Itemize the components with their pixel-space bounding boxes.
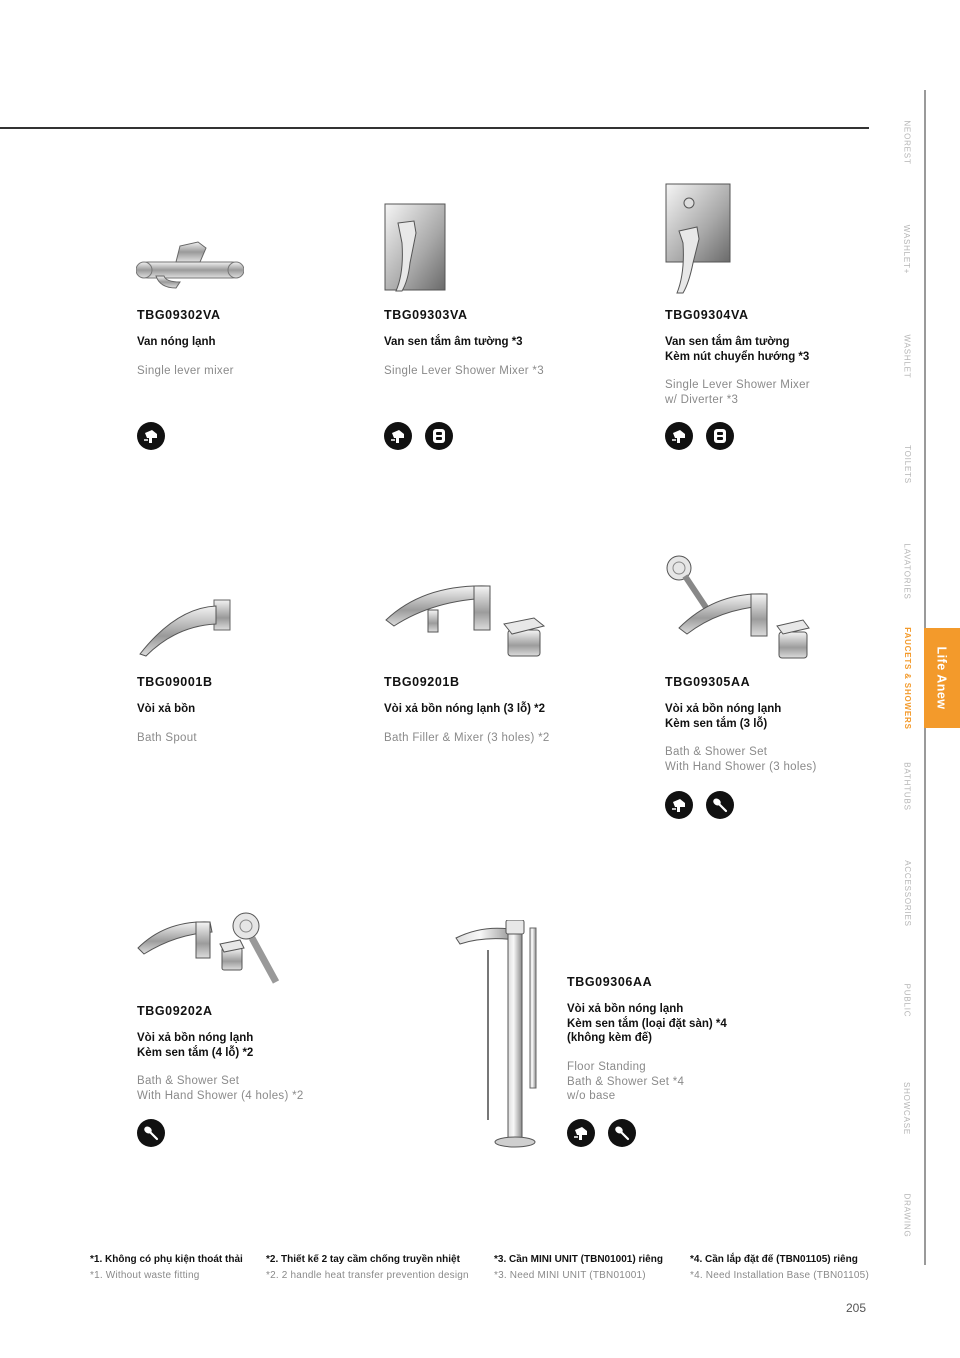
concealed-unit-icon bbox=[425, 422, 453, 450]
top-rule bbox=[0, 127, 869, 129]
product-code: TBG09202A bbox=[137, 1004, 213, 1018]
hand-shower-icon bbox=[137, 1119, 165, 1147]
product-image-concealed-mixer-diverter bbox=[665, 183, 731, 300]
footnote: *4. Cần lắp đặt đế (TBN01105) riêng *4. Need Installation Base (TBN01105) bbox=[690, 1254, 869, 1281]
side-nav-item-faucets-showers[interactable]: FAUCETS & SHOWERS bbox=[902, 626, 912, 730]
feature-icons bbox=[384, 422, 453, 450]
product-name-vn: Van sen tắm âm tường *3 bbox=[384, 336, 523, 348]
side-nav-item-drawing[interactable]: DRAWING bbox=[902, 1193, 912, 1237]
product-name-en: Floor Standing Bath & Shower Set *4 w/o base bbox=[567, 1061, 685, 1102]
product-code: TBG09306AA bbox=[567, 975, 653, 989]
product-image-bath-filler-mixer bbox=[384, 580, 548, 665]
feature-icons bbox=[137, 1119, 165, 1147]
bath-mixer-icon bbox=[137, 422, 165, 450]
bath-mixer-icon bbox=[567, 1119, 595, 1147]
side-nav-item-bathtubs[interactable]: BATHTUBS bbox=[902, 761, 912, 811]
product-image-bath-shower-set-3-holes bbox=[665, 554, 811, 665]
feature-icons bbox=[665, 791, 734, 819]
product-name-en: Single Lever Shower Mixer *3 bbox=[384, 365, 544, 377]
bath-mixer-icon bbox=[384, 422, 412, 450]
product-code: TBG09303VA bbox=[384, 308, 468, 322]
hand-shower-icon bbox=[706, 791, 734, 819]
product-name-en: Bath Filler & Mixer (3 holes) *2 bbox=[384, 732, 550, 744]
feature-icons bbox=[567, 1119, 636, 1147]
product-name-en: Bath Spout bbox=[137, 732, 197, 744]
bath-mixer-icon bbox=[665, 791, 693, 819]
page-number: 205 bbox=[846, 1301, 867, 1315]
product-name-en: Single lever mixer bbox=[137, 365, 234, 377]
product-image-concealed-mixer bbox=[384, 203, 446, 300]
footnote: *3. Cần MINI UNIT (TBN01001) riêng *3. Need MINI UNIT (TBN01001) bbox=[494, 1254, 663, 1281]
footnote: *1. Không có phụ kiện thoát thải *1. Without waste fitting bbox=[90, 1254, 243, 1281]
product-name-en: Single Lever Shower Mixer w/ Diverter *3 bbox=[665, 379, 810, 406]
hand-shower-icon bbox=[608, 1119, 636, 1147]
side-tab-life-anew[interactable]: Life Anew bbox=[924, 628, 960, 728]
product-code: TBG09302VA bbox=[137, 308, 221, 322]
product-name-vn: Vòi xả bồn nóng lạnh Kèm sen tắm (3 lỗ) bbox=[665, 703, 782, 730]
product-name-vn: Vòi xả bồn nóng lạnh Kèm sen tắm (4 lỗ) *2 bbox=[137, 1032, 254, 1059]
feature-icons bbox=[665, 422, 734, 450]
product-name-vn: Vòi xả bồn bbox=[137, 703, 196, 715]
side-nav-item-accessories[interactable]: ACCESSORIES bbox=[902, 859, 912, 927]
product-name-vn: Van nóng lạnh bbox=[137, 336, 216, 348]
product-name-vn: Vòi xả bồn nóng lạnh Kèm sen tắm (loại đặt sàn) *4 (không kèm đế) bbox=[567, 1003, 727, 1044]
product-code: TBG09305AA bbox=[665, 675, 751, 689]
side-nav-item-showcase[interactable]: SHOWCASE bbox=[902, 1081, 912, 1135]
product-image-bath-spout bbox=[136, 596, 232, 665]
product-image-floor-standing-bath-shower-set bbox=[454, 920, 546, 1155]
feature-icons bbox=[137, 422, 165, 450]
side-nav-item-neorest[interactable]: NEOREST bbox=[902, 119, 912, 165]
side-nav-item-lavatories[interactable]: LAVATORIES bbox=[902, 542, 912, 600]
side-nav-item-toilets[interactable]: TOILETS bbox=[902, 444, 912, 484]
product-name-en: Bath & Shower Set With Hand Shower (4 holes) *2 bbox=[137, 1075, 304, 1102]
side-nav-item-washlet[interactable]: WASHLET bbox=[902, 334, 912, 378]
side-nav-item-public[interactable]: PUBLIC bbox=[902, 983, 912, 1017]
product-image-wall-bath-mixer bbox=[136, 232, 244, 301]
bath-mixer-icon bbox=[665, 422, 693, 450]
concealed-unit-icon bbox=[706, 422, 734, 450]
product-name-vn: Van sen tắm âm tường Kèm nút chuyển hướng *3 bbox=[665, 336, 810, 363]
product-name-en: Bath & Shower Set With Hand Shower (3 holes) bbox=[665, 746, 817, 773]
side-nav-item-washlet-plus[interactable]: WASHLET+ bbox=[902, 224, 912, 274]
product-image-bath-shower-set-4-holes bbox=[136, 910, 292, 995]
product-code: TBG09001B bbox=[137, 675, 213, 689]
product-code: TBG09304VA bbox=[665, 308, 749, 322]
footnote: *2. Thiết kế 2 tay cầm chống truyền nhiệt *2. 2 handle heat transfer prevention design bbox=[266, 1254, 469, 1281]
product-name-vn: Vòi xả bồn nóng lạnh (3 lỗ) *2 bbox=[384, 703, 546, 715]
product-code: TBG09201B bbox=[384, 675, 460, 689]
